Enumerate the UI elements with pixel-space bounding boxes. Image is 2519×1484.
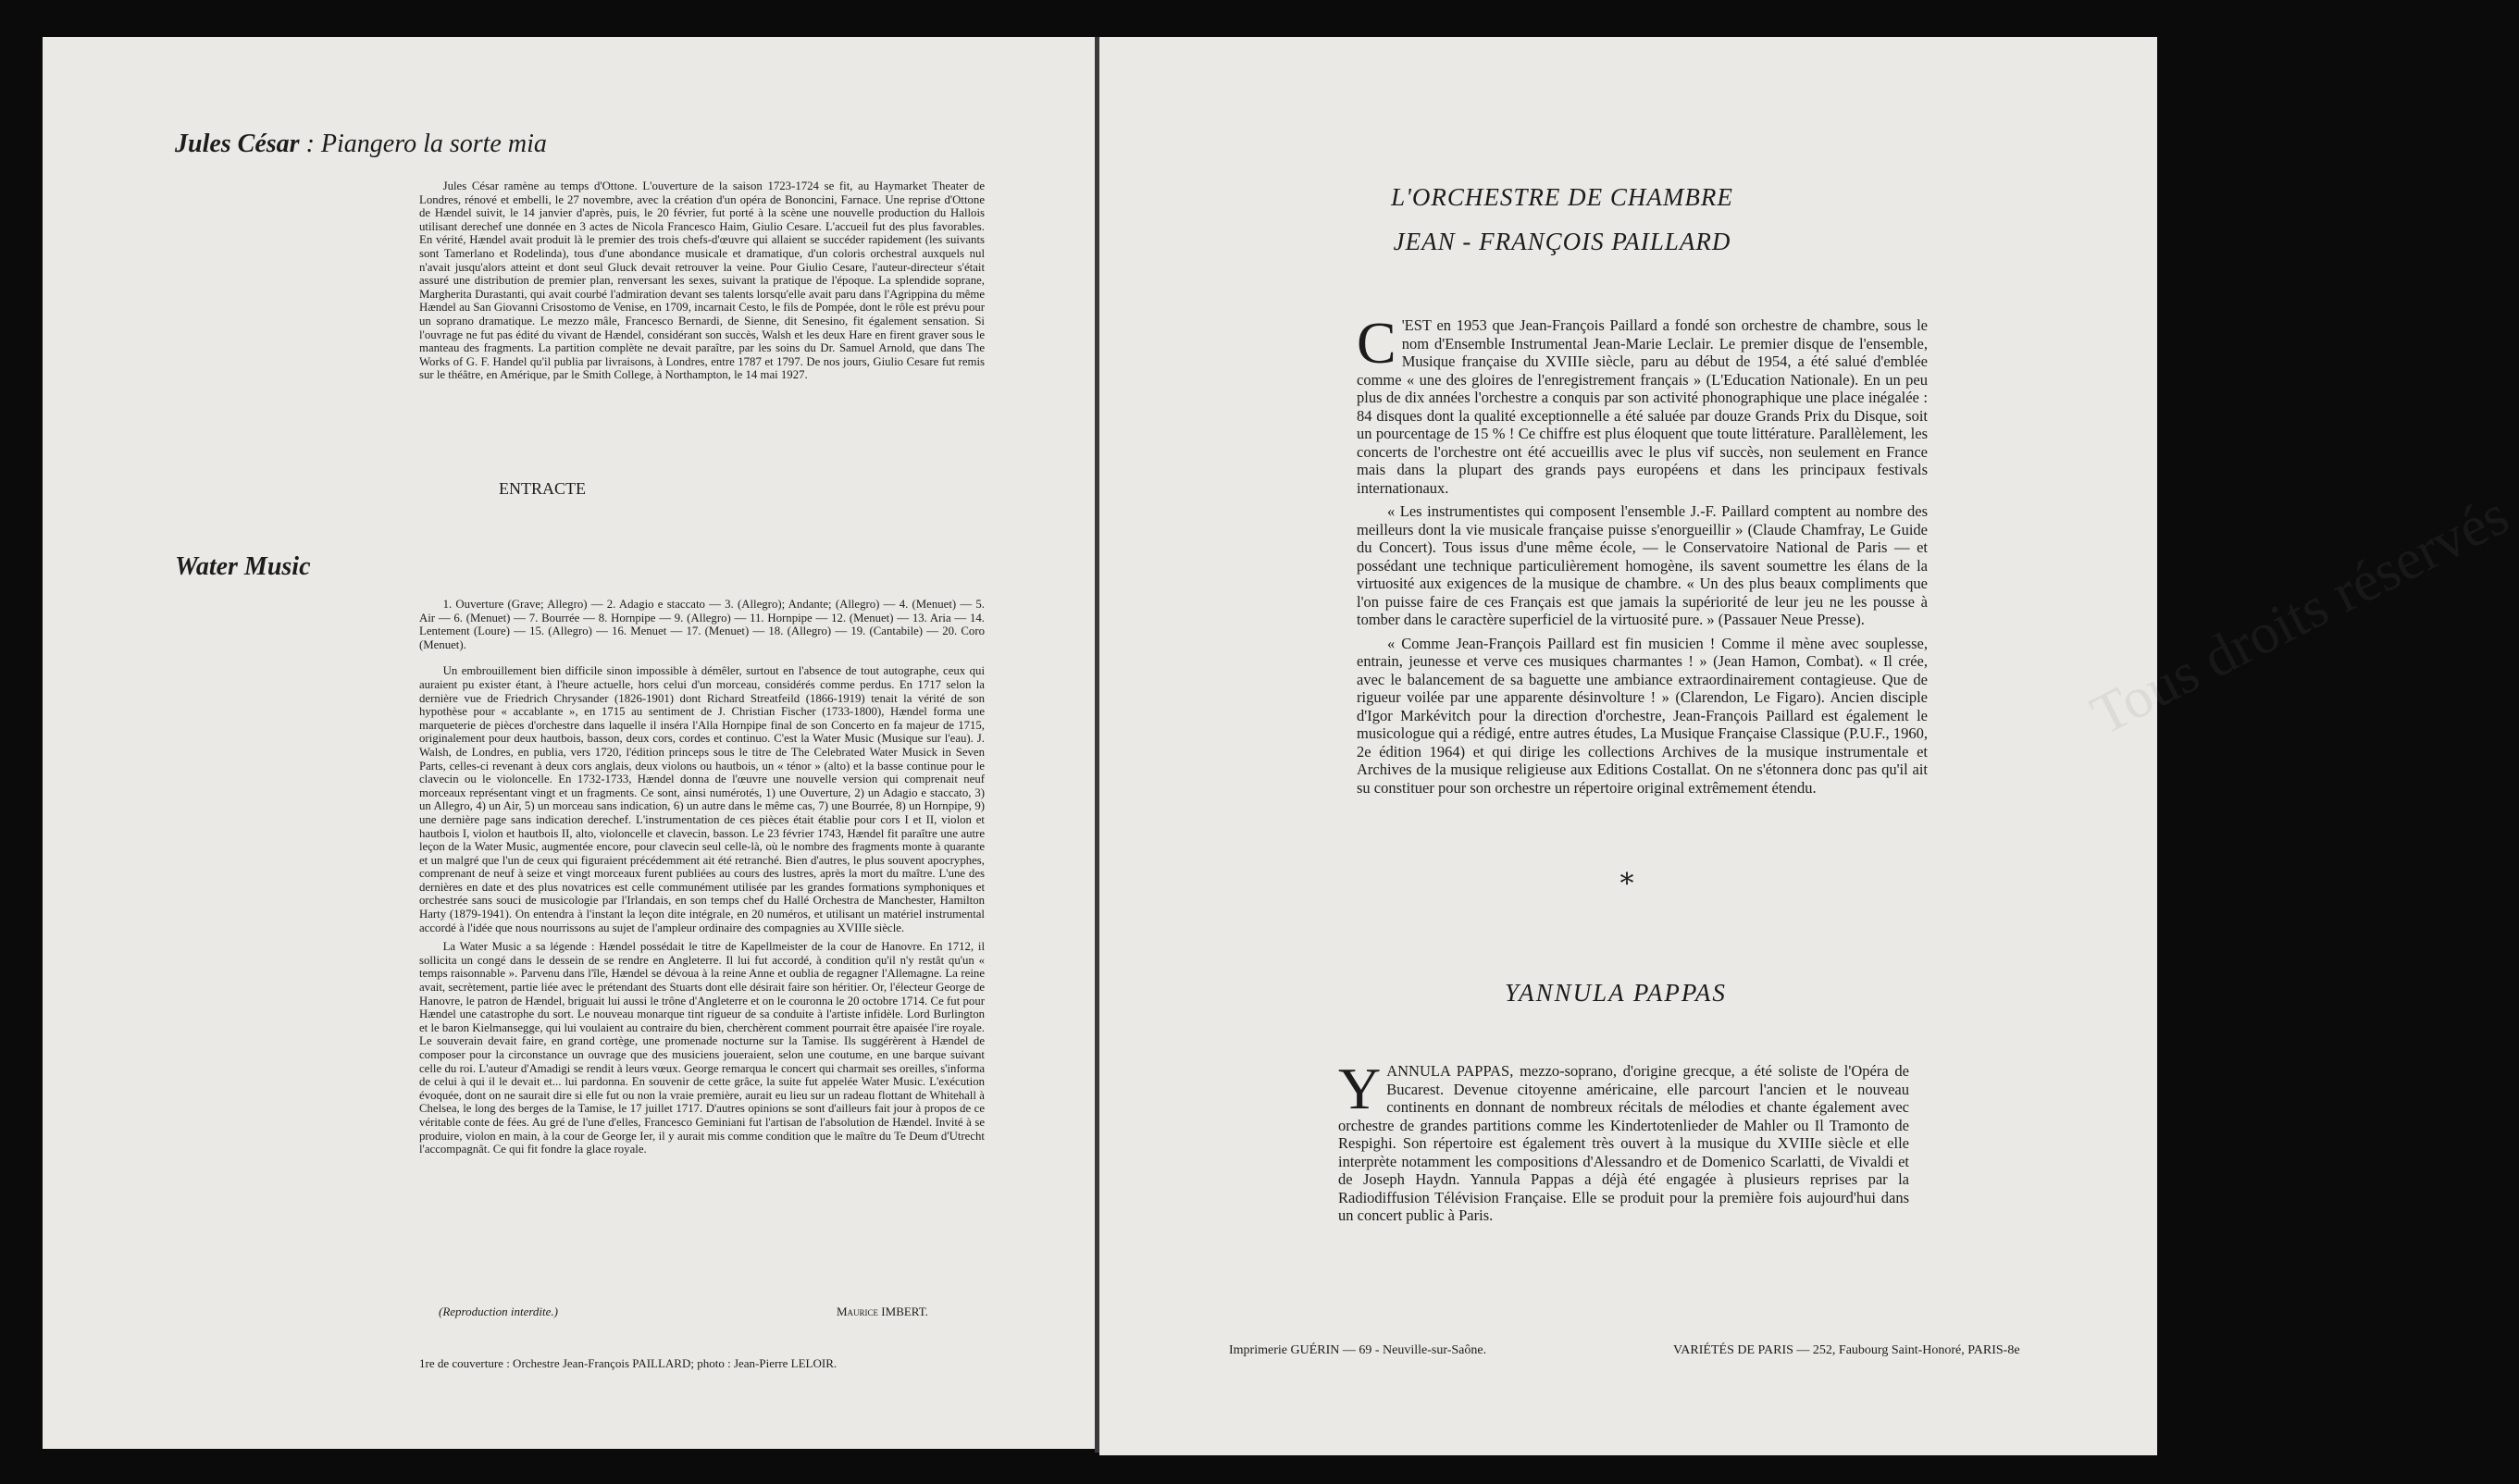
right-page xyxy=(1099,37,2519,1455)
orchestra-paragraph-2: « Les instrumentistes qui composent l'ensemble J.-F. Paillard comptent au nombre des meilleurs dont la vie musicale française puisse s'enorgueillir » (Claude Chamfray, Le Guide du Concert). Tous issus d'une même école, — le Conservatoire National de Paris — et possédant une technique particulièrement homogène, ils savent soumettre les élans de la virtuosité aux exigences de la musique de chambre. « Un des plus beaux compliments que l'on puisse faire de ces Français est que jamais la supériorité de leur jeu ne les pousse à tomber dans le caractère superficiel de la virtuosité pure. » (Passauer Neue Presse). xyxy=(1357,502,1928,628)
watermark: Tous droits réservés xyxy=(2081,483,2519,748)
pappas-text-block xyxy=(1338,1056,1909,1230)
jules-cesar-title: Jules César xyxy=(175,130,300,158)
jules-cesar-text-block xyxy=(419,179,985,388)
orchestra-paragraph-1-text: 'EST en 1953 que Jean-François Paillard a fondé son orchestre de chambre, sous le nom d'Ensemble Instrumental Jean-Marie Leclair. Le premier disque de l'ensemble, Musique française du XVIIIe siècle, paru au début de 1954, a été salué d'emblée comme « une des gloires de l'enregistrement français » (L'Education Nationale). En un peu plus de dix années l'orchestre a conquis par son activité phonographique une place inégalée : 84 disques dont la qualité exceptionnelle a été saluée par douze Grands Prix du Disque, soit un pourcentage de 15 % ! Ce chiffre est plus éloquent que toute littérature. Parallèlement, les concerts de l'orchestre ont été accueillis avec le plus vif succès, non seulement en France mais dans la plupart des grands pays européens et dans les principaux festivals internationaux. xyxy=(1357,316,1928,497)
orchestra-text-block xyxy=(1357,310,1928,802)
reproduction-note: (Reproduction interdite.) xyxy=(439,1305,559,1318)
water-music-text-block xyxy=(419,598,985,1162)
orchestra-paragraph-1 xyxy=(1357,310,1928,497)
left-page xyxy=(43,37,1095,1449)
pappas-title: YANNULA PAPPAS xyxy=(1505,979,1727,1007)
water-music-paragraph-1: Un embrouillement bien difficile sinon impossible à démêler, surtout en l'absence de tout autographe, ceux qui auraient pu exister étant, à l'heure actuelle, hors celui d'un morceau, considérés comme perdus. En 1717 selon la dernière vue de Friedrich Chrysander (1826-1901) dont Richard Streatfeild (1866-1919) tenait la vérité de son hypothèse pour « accablante », en 1715 au sentiment de J. Christian Fischer (1733-1800), Hændel forma une marqueterie de pièces d'orchestre dans laquelle il inséra l'Alla Hornpipe final de son Concerto en fa majeur de 1715, originalement pour deux hautbois, basson, deux cors, cordes et continuo. C'est la Water Music (Musique sur l'eau). J. Walsh, de Londres, en publia, vers 1720, l'édition princeps sous le titre de The Celebrated Water Musick in Seven Parts, celles-ci revenant à deux cors anglais, deux violons ou hautbois, un « ténor » (alto) et la basse continue pour le clavecin ou le violoncelle. En 1732-1733, Hændel donna de l'œuvre une nouvelle version qui comprenait neuf morceaux représentant vingt et un fragments. Ce sont, ainsi numérotés, 1) une Ouverture, 2) un Adagio e staccato, 3) un Allegro, 4) un Air, 5) un morceau sans indication, 6) un autre dans le même cas, 7) une Bourrée, 8) un Hornpipe, 9) une dernière page sans indication derechef. L'instrumentation de ces pièces était établie pour cors I et II, violon et hautbois I, violon et hautbois II, alto, violoncelle et clavecin, basson. Le 23 février 1743, Hændel fit paraître une autre leçon de la Water Music, augmentée encore, pour clavecin seul celle-là, où le nombre des fragments monte à quarante et un malgré que l'un de ceux qui figuraient précédemment ait été retranché. Bien d'autres, le plus souvent apocryphes, comprenant de neuf à seize et vingt morceaux furent publiées au cours des lustres, après la mort du maître. L'une des dernières en date et des plus novatrices est celle communément utilisée par les grandes formations symphoniques et orchestrée sans souci de musicologie par l'Irlandais, en son temps chef du Hallé Orchestra de Manchester, Hamilton Harty (1879-1941). On entendra à l'instant la leçon dite intégrale, en 20 numéros, et utilisant un matériel instrumental accordé à l'idée que nous nourrissons au sujet de l'ampleur ordinaire des compagnies au XVIIIe siècle. xyxy=(419,664,985,934)
water-music-paragraph-2: La Water Music a sa légende : Hændel possédait le titre de Kapellmeister de la cour de Hanovre. En 1712, il sollicita un congé dans le dessein de se rendre en Angleterre. Il lui fut accordé, à condition qu'il n'y restât qu'un « temps raisonnable ». Parvenu dans l'île, Hændel se dévoua à la reine Anne et oublia de regagner l'Allemagne. La reine avait, secrètement, partie liée avec le prétendant des Stuarts dont elle désirait faire son héritier. Or, l'électeur George de Hanovre, le patron de Hændel, briguait lui aussi le trône d'Angleterre et on le couronna le 20 octobre 1714. Ce fut pour Hændel une catastrophe du sort. Le nouveau monarque tint rigueur de sa conduite à l'artiste infidèle. Lord Burlington et le baron Kielmansegge, qui lui voulaient au contraire du bien, cherchèrent comment pourrait être apaisée l'ire royale. Le souverain devait faire, en grand cortège, une promenade nocturne sur la Tamise. Ils suggérèrent à Hændel de composer pour la circonstance un ouvrage que des musiciens joueraient, selon une coutume, en une barque suivant celle du roi. L'auteur d'Amadigi se rendit à leurs vœux. George remarqua le concert qui charmait ses oreilles, s'informa de celui à qui il le devait et... lui pardonna. En souvenir de cette grâce, la suite fut appelée Water Music. L'exécution évoquée, dont on ne saurait dire si elle fut ou non la vraie première, aurait eu lieu sur un radeau flottant de Whitehall à Chelsea, le long des berges de la Tamise, le 17 juillet 1717. D'autres opinions se sont d'ailleurs fait jour à propos de ce véritable conte de fées. Au gré de l'une d'elles, Francesco Geminiani fut l'artisan de l'absolution de Hændel. Invité à se produire, violon en main, à la cour de George Ier, il y aurait mis comme condition que le maître du Te Deum d'Utrecht l'accompagnât. Ce qui fit fondre la glace royale. xyxy=(419,940,985,1156)
dropcap-y: Y xyxy=(1338,1056,1382,1121)
pappas-paragraph xyxy=(1338,1056,1909,1225)
section-asterisk: * xyxy=(1619,868,1634,900)
orchestra-title-line-1: L'ORCHESTRE DE CHAMBRE xyxy=(1391,183,1733,211)
orchestra-paragraph-3: « Comme Jean-François Paillard est fin musicien ! Comme il mène avec souplesse, entrain, jeunesse et verve ces musiques charmantes ! » (Jean Hamon, Combat). « Il crée, avec le balancement de sa baguette une ambiance extraordinairement contagieuse. Que de rigueur voilée par une apparente désinvolture ! » (Clarendon, Le Figaro). Ancien disciple d'Igor Markévitch pour la direction d'orchestre, Jean-François Paillard est également le musicologue qui a rédigé, entre autres études, La Musique Française Classique (P.U.F., 1960, 2e édition 1964) et qui dirige les collections Archives de la musique instrumentale et Archives de la musique religieuse aux Editions Costallat. On ne s'étonnera donc pas qu'il ait su constituer pour son orchestre un répertoire original extrêmement étendu. xyxy=(1357,634,1928,797)
jules-cesar-paragraph: Jules César ramène au temps d'Ottone. L'ouverture de la saison 1723-1724 se fit, au Haymarket Theater de Londres, rénové et embelli, le 27 novembre, avec la création d'un opéra de Bononcini, Farnace. Une reprise d'Ottone de Hændel suivit, le 14 janvier d'après, puis, le 20 février, fut porté à la scène une nouvelle production du Hallois utilisant derechef une donnée en 3 actes de Nicola Francesco Haim, Giulio Cesare. L'accueil fut des plus favorables. En vérité, Hændel avait produit là le premier des trois chefs-d'œuvre qui allaient se succéder rapidement (les suivants sont Tamerlano et Rodelinda), tous d'une abondance musicale et dramatique, d'un coloris orchestral auxquels nul n'avait jusqu'alors atteint et dont seul Gluck devait retrouver la veine. Pour Giulio Cesare, l'auteur-directeur s'était assuré une distribution de premier plan, renversant les sexes, suivant la pratique de l'époque. La splendide soprane, Margherita Durastanti, qui avait courbé l'admiration devant ses talents lorsqu'elle avait paru dans l'Agrippina du même Hændel au San Giovanni Crisostomo de Venise, en 1709, incarnait Cesto, le fils de Pompée, dont le rôle est prévu pour un soprano dramatique. Le mezzo mâle, Francesco Bernardi, de Sienne, dit Senesino, fit également sensation. Si l'ouvrage ne fut pas édité du vivant de Hændel, considérant son succès, Walsh et les deux Hare en firent graver sous le manteau des fragments. La partition complète ne devait paraître, par les soins du Dr. Samuel Arnold, que dans The Works of G. F. Handel qu'il publia par livraisons, à Londres, entre 1787 et 1797. De nos jours, Giulio Cesare fut remis sur le théâtre, en Amérique, par le Smith College, à Northampton, le 14 mai 1927. xyxy=(419,179,985,382)
pappas-paragraph-text: ANNULA PAPPAS, mezzo-soprano, d'origine grecque, a été soliste de l'Opéra de Bucarest. Devenue citoyenne américaine, elle parcourt l'ancien et le nouveau continents en donnant de nombreux récitals de mélodies et chante également avec orchestre de grandes partitions comme les Kindertotenlieder de Mahler ou Il Tramonto de Respighi. Son répertoire est également très ouvert à la musique du XVIIIe siècle et elle interprète notamment les compositions d'Alessandro et de Domenico Scarlatti, de Vivaldi et de Joseph Haydn. Yannula Pappas a déjà été engagée à plusieurs reprises par la Radiodiffusion Télévision Française. Elle se produit pour la première fois aujourd'hui dans un concert public à Paris. xyxy=(1338,1062,1909,1224)
author-signature: Maurice IMBERT. xyxy=(837,1305,928,1318)
entracte-label: ENTRACTE xyxy=(499,479,586,498)
jules-cesar-subtitle: Piangero la sorte mia xyxy=(320,130,547,158)
printer-credit: Imprimerie GUÉRIN — 69 - Neuville-sur-Saône. xyxy=(1229,1343,1487,1357)
venue-address: VARIÉTÉS DE PARIS — 252, Faubourg Saint-Honoré, PARIS-8e xyxy=(1673,1343,2020,1357)
jules-cesar-heading xyxy=(175,130,547,159)
dropcap-c: C xyxy=(1357,310,1396,376)
water-music-movement-list: 1. Ouverture (Grave; Allegro) — 2. Adagio e staccato — 3. (Allegro); Andante; (Allegro) — 4. (Menuet) — 5. Air — 6. (Menuet) — 7. Bourrée — 8. Hornpipe — 9. (Allegro) — 11. Hornpipe — 12. (Menuet) — 13. Aria — 14. Lentement (Loure) — 15. (Allegro) — 16. Menuet — 17. (Menuet) — 18. (Allegro) — 19. (Cantabile) — 20. Coro (Menuet). xyxy=(419,598,985,651)
cover-credit: 1re de couverture : Orchestre Jean-François PAILLARD; photo : Jean-Pierre LELOIR. xyxy=(419,1356,838,1370)
orchestra-title-line-2: JEAN - FRANÇOIS PAILLARD xyxy=(1393,228,1731,255)
water-music-title: Water Music xyxy=(175,552,311,581)
jules-cesar-sep: : xyxy=(305,130,315,158)
